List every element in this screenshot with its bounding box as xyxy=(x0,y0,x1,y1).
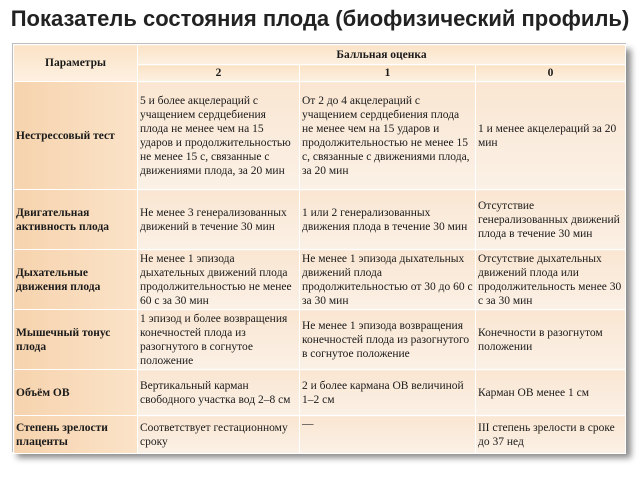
table-row xyxy=(14,310,626,370)
header-score-2: 2 xyxy=(138,65,300,82)
cell-score-0: 1 и менее акцелераций за 20 мин xyxy=(476,82,626,190)
cell-score-1: От 2 до 4 акцелераций с учащением сердцебиения плода не менее чем на 15 ударов и продолжительностью не менее 15 с, связанные с движениями плода, за 20 мин xyxy=(300,82,476,190)
cell-score-1: Не менее 1 эпизода возвращения конечностей плода из разогнутого в согнутое положение xyxy=(300,310,476,370)
row-param: Двигательная активность плода xyxy=(14,190,138,250)
cell-score-2: Вертикальный карман свободного участка вод 2–8 см xyxy=(138,370,300,416)
cell-score-2: 1 эпизод и более возвращения конечностей плода из разогнутого в согнутое положение xyxy=(138,310,300,370)
table-row xyxy=(14,416,626,454)
cell-score-1: 2 и более кармана ОВ величиной 1–2 см xyxy=(300,370,476,416)
table-row xyxy=(14,190,626,250)
header-score-0: 0 xyxy=(476,65,626,82)
cell-score-0: Конечности в разогнутом положении xyxy=(476,310,626,370)
cell-score-0: III степень зрелости в сроке до 37 нед xyxy=(476,416,626,454)
row-param: Дыхательные движения плода xyxy=(14,250,138,310)
cell-score-1: Не менее 1 эпизода дыхательных движений плода продолжительностью от 30 до 60 с за 30 мин xyxy=(300,250,476,310)
biophysical-profile-table xyxy=(13,44,626,454)
table-row xyxy=(14,250,626,310)
cell-score-2: Не менее 1 эпизода дыхательных движений плода продолжительностью не менее 60 с за 30 мин xyxy=(138,250,300,310)
page-title: Показатель состояния плода (биофизический профиль) xyxy=(10,6,630,31)
row-param: Степень зрелости плаценты xyxy=(14,416,138,454)
biophysical-profile-table-frame xyxy=(12,43,626,452)
table-row xyxy=(14,82,626,190)
cell-score-2: Не менее 3 генерализованных движений в течение 30 мин xyxy=(138,190,300,250)
table-row xyxy=(14,370,626,416)
cell-score-1: 1 или 2 генерализованных движения плода в течение 30 мин xyxy=(300,190,476,250)
header-score-1: 1 xyxy=(300,65,476,82)
cell-score-1: — xyxy=(300,416,476,454)
row-param: Нестрессовый тест xyxy=(14,82,138,190)
cell-score-0: Отсутствие дыхательных движений плода или продолжительность менее 30 с за 30 мин xyxy=(476,250,626,310)
row-param: Мышечный тонус плода xyxy=(14,310,138,370)
header-parameters: Параметры xyxy=(14,45,138,82)
cell-score-0: Карман ОВ менее 1 см xyxy=(476,370,626,416)
cell-score-0: Отсутствие генерализованных движений плода в течение 30 мин xyxy=(476,190,626,250)
cell-score-2: Соответствует гестационному сроку xyxy=(138,416,300,454)
cell-score-2: 5 и более акцелераций с учащением сердцебиения плода не менее чем на 15 ударов и продолжительностью не менее 15 с, связанные с движениями плода, за 20 мин xyxy=(138,82,300,190)
header-score: Балльная оценка xyxy=(138,45,626,65)
row-param: Объём ОВ xyxy=(14,370,138,416)
